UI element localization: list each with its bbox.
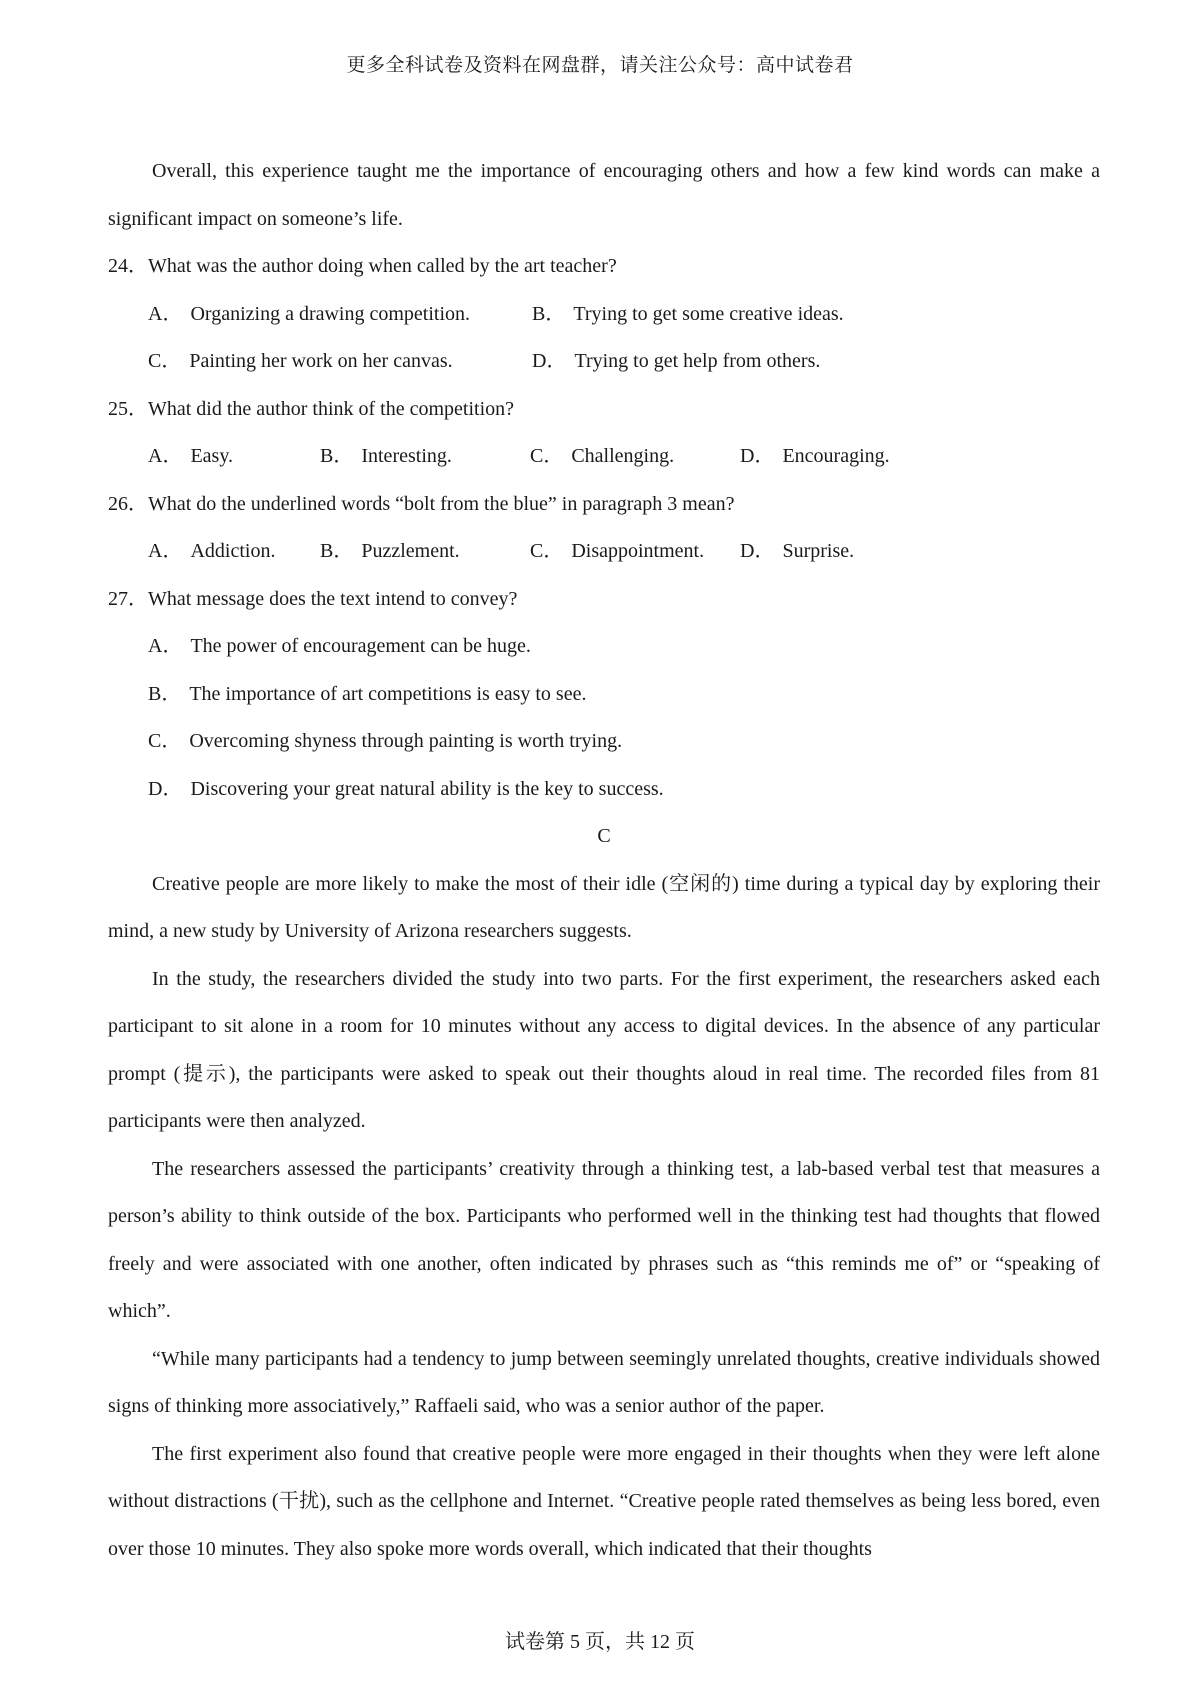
- question-27: [108, 576, 1100, 624]
- option-a[interactable]: A． The power of encouragement can be huge.: [148, 635, 531, 657]
- passage-paragraph: In the study, the researchers divided the study into two parts. For the first experiment, the researchers asked each participant to sit alone in a room for 10 minutes without any access to digital devices. In the absence of any particular prompt (提示), the participants were asked to speak out their thoughts aloud in real time. The recorded files from 81 participants were then analyzed.: [108, 967, 1100, 1132]
- question-number: 26．: [108, 492, 148, 515]
- question-number: 24．: [108, 255, 148, 277]
- question-number: 27．: [108, 587, 148, 610]
- option-a[interactable]: A． Addiction.: [148, 540, 276, 562]
- question-25: [108, 386, 1100, 434]
- page-footer: 试卷第 5 页，共 12 页: [505, 1631, 695, 1653]
- option-a[interactable]: A． Organizing a drawing competition.: [148, 302, 471, 325]
- page-header-notice: 更多全科试卷及资料在网盘群，请关注公众号：高中试卷君: [346, 55, 854, 76]
- question-text: What was the author doing when called by the art teacher?: [148, 255, 617, 277]
- option-b[interactable]: B． The importance of art competitions is easy to see.: [148, 682, 587, 705]
- question-24: [108, 243, 1100, 291]
- question-text: What did the author think of the competition?: [148, 397, 515, 420]
- passage-paragraph: The first experiment also found that creative people were more engaged in their thoughts when they were left alone without distractions (干扰), such as the cellphone and Internet. “Creative people rated themselves as being less bored, even over those 10 minutes. They also spoke more words overall, which indicated that their thoughts: [108, 1442, 1100, 1560]
- question-text: What do the underlined words “bolt from the blue” in paragraph 3 mean?: [148, 492, 735, 515]
- document-body: [108, 148, 1100, 1573]
- option-c[interactable]: C． Painting her work on her canvas.: [148, 350, 453, 372]
- option-b[interactable]: B． Trying to get some creative ideas.: [532, 302, 844, 325]
- option-b[interactable]: B． Interesting.: [320, 445, 452, 467]
- section-title: C: [597, 825, 611, 847]
- options-row: [148, 433, 1100, 481]
- option-b[interactable]: B． Puzzlement.: [320, 540, 460, 562]
- passage-paragraph: “While many participants had a tendency to jump between seemingly unrelated thoughts, creative individuals showed signs of thinking more associatively,” Raffaeli said, who was a senior author of the paper.: [108, 1347, 1100, 1417]
- passage-paragraph: The researchers assessed the participants’ creativity through a thinking test, a lab-based verbal test that measures a person’s ability to think outside of the box. Participants who performed well in the thinking test had thoughts that flowed freely and were associated with one another, often indicated by phrases such as “this reminds me of” or “speaking of which”.: [108, 1157, 1100, 1322]
- option-a[interactable]: A． Easy.: [148, 445, 234, 467]
- question-number: 25．: [108, 397, 148, 420]
- question-text: What message does the text intend to convey?: [148, 587, 518, 610]
- options-row: [148, 528, 1100, 576]
- option-d[interactable]: D． Encouraging.: [740, 445, 890, 467]
- question-26: [108, 481, 1100, 529]
- paragraph-conclusion: Overall, this experience taught me the importance of encouraging others and how a few kind words can make a significant impact on someone’s life.: [108, 160, 1100, 230]
- option-d[interactable]: D． Discovering your great natural ability is the key to success.: [148, 777, 664, 800]
- option-c[interactable]: C． Overcoming shyness through painting is worth trying.: [148, 730, 623, 752]
- option-d[interactable]: D． Surprise.: [740, 540, 855, 562]
- option-c[interactable]: C． Challenging.: [530, 445, 675, 467]
- option-d[interactable]: D． Trying to get help from others.: [532, 350, 821, 372]
- options-row: [148, 291, 1100, 339]
- option-c[interactable]: C． Disappointment.: [530, 540, 705, 562]
- passage-paragraph: Creative people are more likely to make the most of their idle (空闲的) time during a typical day by exploring their mind, a new study by University of Arizona researchers suggests.: [108, 872, 1100, 942]
- options-row: [148, 338, 1100, 386]
